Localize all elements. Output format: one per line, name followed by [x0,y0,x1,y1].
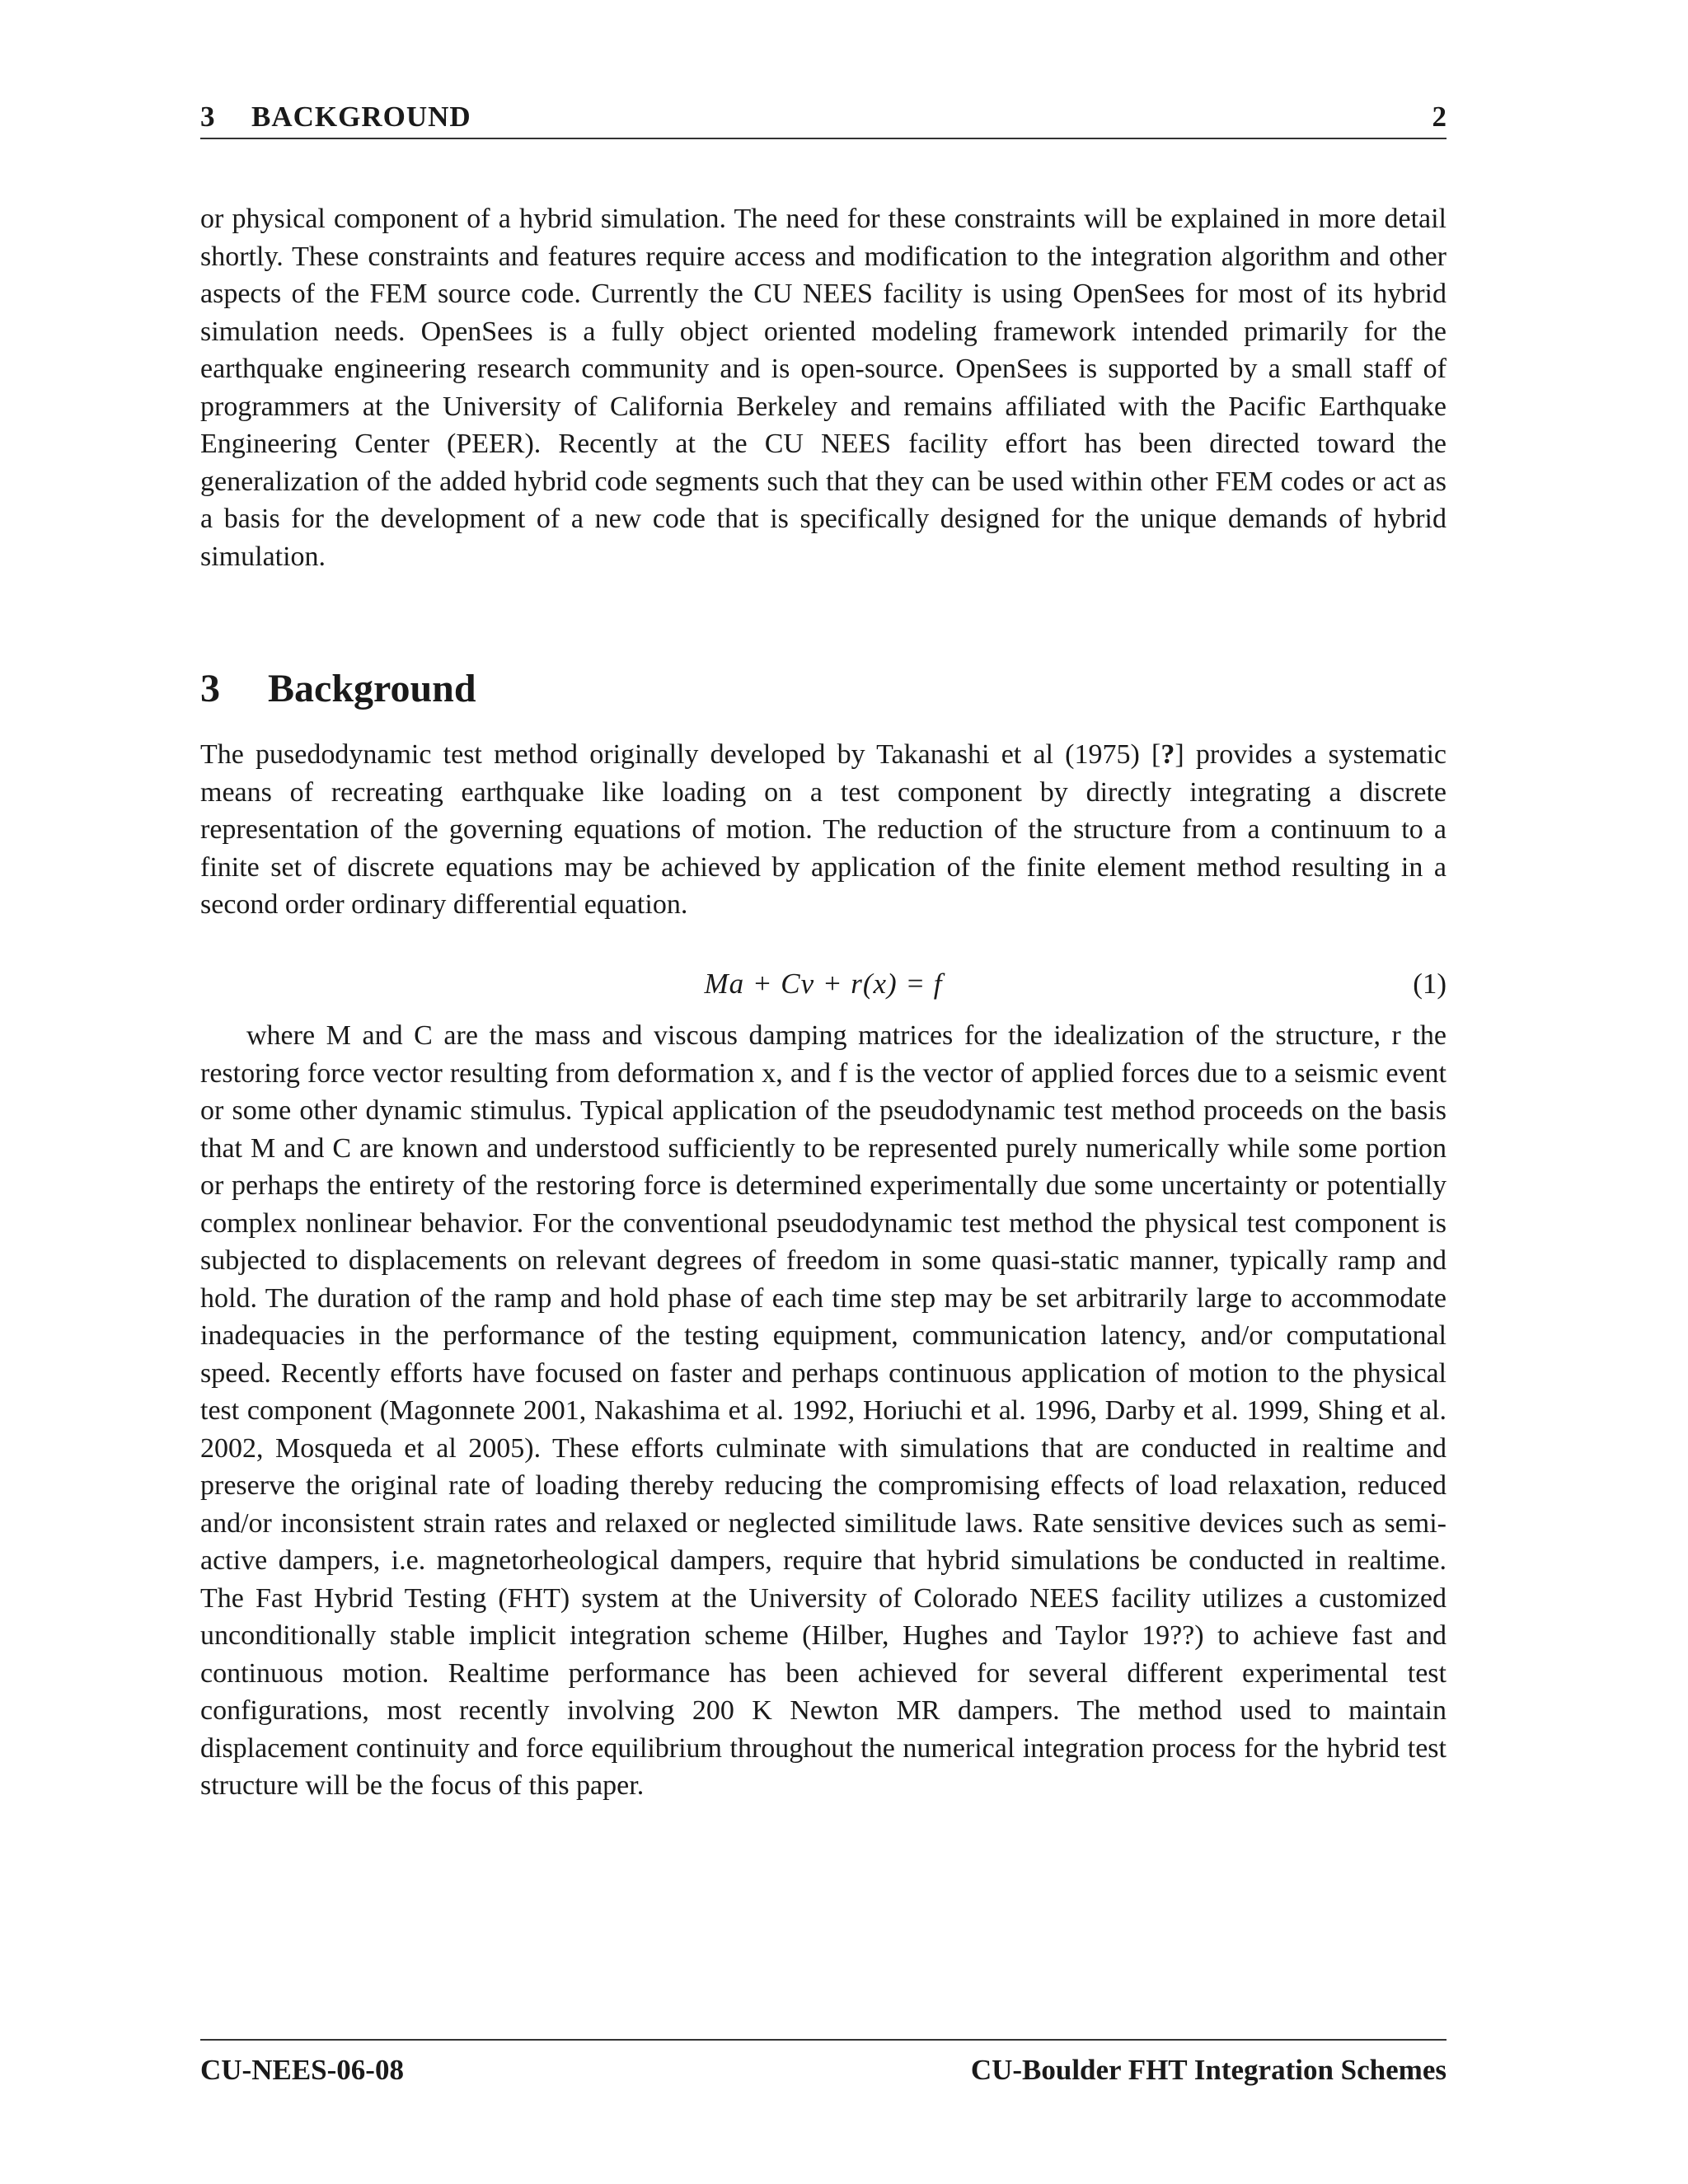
background-text-end: ] provides a systematic means of recreating earthquake like loading on a test component by directly integrating a discrete representation of the governing equations of motion. The reduction of the structure from a continuum to a finite set of discrete equations may be achieved by application of the finite element method resulting in a second order ordinary differential equation. [200,739,1447,920]
intro-paragraph: or physical component of a hybrid simulation. The need for these constraints will be explained in more detail shortly. These constraints and features require access and modification to the integration algorithm and other aspects of the FEM source code. Currently the CU NEES facility is using OpenSees for most of its hybrid simulation needs. OpenSees is a fully object oriented modeling framework intended primarily for the earthquake engineering research community and is open-source. OpenSees is supported by a small staff of programmers at the University of California Berkeley and remains affiliated with the Pacific Earthquake Engineering Center (PEER). Recently at the CU NEES facility effort has been directed toward the generalization of the added hybrid code segments such that they can be used within other FEM codes or act as a basis for the development of a new code that is specifically designed for the unique demands of hybrid simulation. [200,204,1447,572]
citation-placeholder[interactable]: ? [1160,739,1175,770]
footer-report-id: CU-NEES-06-08 [200,2054,404,2086]
equation-number: (1) [1413,968,1447,1000]
equation-1 [200,964,1447,1004]
running-footer [200,2039,1447,2087]
header-section-title: BACKGROUND [251,101,471,133]
page-number: 2 [1432,101,1447,133]
section-title: Background [268,667,476,710]
footer-report-title: CU-Boulder FHT Integration Schemes [970,2054,1447,2086]
equation-body: Ma + Cv + r(x) = f [704,968,943,1000]
document-page [200,0,1447,2184]
section-number: 3 [200,667,220,710]
background-paragraph [200,736,1447,924]
running-header [200,96,1447,139]
header-section-number: 3 [200,101,215,133]
main-paragraph: where M and C are the mass and viscous damping matrices for the idealization of the structure, r the restoring force vector resulting from deformation x, and f is the vector of applied forces due to a seismic event or some other dynamic stimulus. Typical application of the pseudodynamic test method proceeds on the basis that M and C are known and understood sufficiently to be represented purely numerically while some portion or perhaps the entirety of the restoring force is determined experimentally due some uncertainty or potentially complex nonlinear behavior. For the conventional pseudodynamic test method the physical test component is subjected to displacements on relevant degrees of freedom in some quasi-static manner, typically ramp and hold. The duration of the ramp and hold phase of each time step may be set arbitrarily large to accommodate inadequacies in the performance of the testing equipment, communication latency, and/or computational speed. Recently efforts have focused on faster and perhaps continuous application of motion to the physical test component (Magonnete 2001, Nakashima et al. 1992, Horiuchi et al. 1996, Darby et al. 1999, Shing et al. 2002, Mosqueda et al 2005). These efforts culminate with simulations that are conducted in realtime and preserve the original rate of loading thereby reducing the compromising effects of load relaxation, reduced and/or inconsistent strain rates and relaxed or neglected similitude laws. Rate sensitive devices such as semi-active dampers, i.e. magnetorheological dampers, require that hybrid simulations be conducted in realtime. The Fast Hybrid Testing (FHT) system at the University of Colorado NEES facility utilizes a customized unconditionally stable implicit integration scheme (Hilber, Hughes and Taylor 19??) to achieve fast and continuous motion. Realtime performance has been achieved for several different experimental test configurations, most recently involving 200 K Newton MR dampers. The method used to maintain displacement continuity and force equilibrium throughout the numerical integration process for the hybrid test structure will be the focus of this paper. [200,1020,1447,1801]
background-text-start: The pusedodynamic test method originally developed by Takanashi et al (1975) [ [200,739,1161,770]
